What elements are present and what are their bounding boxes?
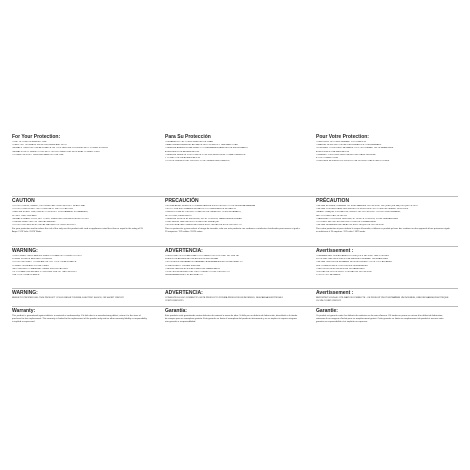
section-title-warning-2: Avertissement : <box>316 290 354 296</box>
list-item: • NO LO USE EN LUGARES MOJADOS O POSIBLEMENTE MOJADOS <box>165 208 236 211</box>
warranty-paragraph: This product is guaranteed against defects in material or workmanship. If it fails due to a manufacturing defect, return it to the store of purchase for free replacement. This warranty is limited to the replacement of the product only and no other warranty liability or responsibility is implied or expressed. <box>12 315 147 324</box>
list-item: • DESCONECTE LOS ARTEFACTOS CUANDO NO LOS USE. NO USE LA <box>165 255 239 257</box>
section-title-protection: Pour Votre Protection: <box>316 134 369 140</box>
divider-caution <box>12 196 458 197</box>
list-item: • OTROS DISEÑOS DEL PRODUCTO NO DEBEN SER USADOS <box>165 160 230 163</box>
list-item: • USE AS DIRECTED ON THE PACKAGING <box>12 221 56 224</box>
list-item: • IF YOU ARE UNCERTAIN TO PROPER USE OF THE PRODUCT <box>12 271 78 274</box>
caution-paragraph: Para su protección y para reducir el riesgo de incendio, solo use este producto con cordones o artefactos clasificados para menos o igual a 15 amperios / 125 voltios / 1875 vatios. <box>165 228 300 234</box>
list-item: N'UTILISEZ PAS LA SOURCE D'ALIMENTATION AVANT DE BRANCHER <box>316 258 388 261</box>
list-item: A LA FUENTE DE ALIMENTACIÓN <box>165 150 200 153</box>
divider-warranty <box>12 306 458 307</box>
list-item: • DO NOT ATTEMPT TO REPAIR OR TRY TOOL OR APPLIANCE <box>12 261 77 264</box>
list-item: L'OUTIL OU L'APPAREIL <box>316 274 341 277</box>
list-item: • DÉROULEZ LE CORDON AVANT L'UTILISATION <box>316 141 366 143</box>
list-item: • NO EXCEDA LAS CLASIFICACIONES ELÉCTRICAS DE ESTE PRODUCTO <box>165 224 242 227</box>
list-item: NO LO USE; DESÉCHELO <box>165 214 192 217</box>
list-item: • DÉBRANCHEZ LES APPAREILS LORSQU'ILS NE SONT PAS UTILISÉS. <box>316 255 390 257</box>
list-item: ET LE CONNECTEUR <box>316 157 339 160</box>
section-title-warning: Avertissement : <box>316 248 354 254</box>
list-item: THE TOOL OR APPLIANCE <box>12 274 40 277</box>
list-item: • UTILISEZ SELON LES INSTRUCTIONS DE L'EMBALLAGE <box>316 221 376 224</box>
protection-list <box>12 141 147 157</box>
list-item: À LA SOURCE D'ALIMENTATION <box>316 150 350 153</box>
caution-paragraph: For your protection and to reduce the risk of fire only use this product with cord or appliances rated less than or equal to the rating of 15 Amps / 125 Volts / 1875 Watts. <box>12 228 143 234</box>
list-item: LA HERRAMIENTA O EL ARTEFACTO <box>165 274 203 277</box>
list-item: • ACCORDING TO MANUFACTURER SPECIFICATIONS <box>12 267 68 270</box>
list-item: • GARDEZ HORS DE PORTÉE DES ENFANTS ET DES ANIMAUX <box>316 144 382 147</box>
list-item: • AVANT CHAQUE UTILISATION, INSPECTEZ LE PRODUIT. S'IL EST ENDOMMAGÉ, <box>316 211 401 214</box>
caution-list <box>316 205 451 227</box>
list-item: • NO EMPALME, INSERTE O SOBRECARGUE ESTE PRODUCTO DE NINGUNA MANERA <box>165 205 255 207</box>
warranty-paragraph: Este producto está garantizado contra defectos de material o mano de obra. Si falla por un defecto de fabricación, devuélvalo a la tienda de compra para un reemplazo gratuito. Esta garantía se limita al reemplazo del producto únicamente y no se implica ni expresa ninguna otra garantía o responsabilidad. <box>165 315 298 324</box>
list-item: • NE PAS TENTER DE RÉPARER NI DE MODIFIER L'OUTIL OU L'APPAREIL <box>316 261 393 264</box>
caution-list <box>12 205 147 227</box>
warning-list <box>12 255 147 277</box>
list-item: • ALWAYS FULLY INSERT PLUG INTO OUTLETS AND USE WITH REAL CONNECTORS <box>12 150 100 153</box>
warning-list <box>165 255 300 277</box>
list-item: • INSÉREZ TOUJOURS LA FICHE À FOND DANS LA PRISE <box>316 153 376 156</box>
list-item: • SI NO ESTÁ SEGURO DEL USO CORRECTO DEL PRODUCTO <box>165 271 230 274</box>
section-title-caution: PRECAUCIÓN <box>165 198 199 204</box>
list-item: • KEEP OUT OF REACH FROM CHILDREN AND PETS <box>12 144 67 147</box>
list-item: • SELON LES SPÉCIFICATIONS DU FABRICANT <box>316 267 365 270</box>
list-item: • ÉTEIGNEZ TOUJOURS L'APPAREIL OU L'OUTIL AVANT DE LE BRANCHER <box>316 147 394 150</box>
blank-header-area <box>12 96 458 132</box>
section-title-warning-2: ADVERTENCIA: <box>165 290 203 296</box>
divider-warning <box>12 246 458 247</box>
list-item: • NO INTENTE REPARAR NI CAMBIAR LA HERRAMIENTA O EL ARTEFACTO <box>165 261 243 264</box>
list-item: • NE PAS DÉPASSER LA CAPACITÉ ÉLECTRIQUE DE CE PRODUIT <box>316 224 385 227</box>
list-item: • DO NOT DRIVE, INSERT, OR OVERLOAD THIS PRODUCT IN ANY WAY <box>12 205 86 207</box>
list-item: • UNIT IS CORD-OPERATED: USE <box>12 141 47 143</box>
list-item: POWER SOURCE BEFORE PLUGGING <box>12 258 52 261</box>
list-item: • DESARROLLO EL CORDÓN ANTES DE USAR <box>165 141 213 143</box>
list-item: • DO NOT EXCEED ELECTRICAL RATINGS OF THIS PRODUCT <box>12 224 77 227</box>
list-item: • OTHER PRODUCT DESIGNS MAKE NOT BE USE <box>12 153 64 156</box>
section-title-caution: PRÉCAUTION <box>316 198 350 204</box>
list-item: • SIEMPRE APAGUE EL ARTEFACTO O HERRAMIENTA ANTES DE ENCHUFARLO <box>165 147 248 150</box>
list-item: • ALWAYS TURN OFF THE APPLIANCE OR TOOL BEFORE PLUGGING INTO POWER SOURCE <box>12 147 108 150</box>
section-title-warning-2: WARNING: <box>12 290 38 296</box>
list-item: • MANTENGA FUERA DEL ALCANCE DE LOS NIÑOS Y LAS MASCOTAS <box>165 144 238 147</box>
list-item: • SIEMPRE SUJETE EL ENCHUFE, NO EL CORDÓN, PARA DESENCHUFAR <box>165 217 242 220</box>
section-title-warning: WARNING: <box>12 248 38 254</box>
list-item: • SAISISSEZ TOUJOURS LA FICHE, ET NON LE CORDON, POUR DÉBRANCHER <box>316 217 399 220</box>
list-item: FUENTE DE ALIMENTACIÓN ANTES DE ENCHUFAR <box>165 258 219 261</box>
list-item: • EN CAS DE DOUTE SUR L'UTILISATION DU PRODUIT <box>316 271 373 274</box>
warning-2-paragraph: REFER TO PROPER USE: THIS PRODUCT COULD RESULT IN FIRE, ELECTRIC SHOCK, OR SHORT CIRCUIT. <box>12 297 125 299</box>
list-item: CONNECTIONS AND LOOSE ITEMS <box>12 264 49 267</box>
list-item: • INSPECCIONE EL PRODUCTO ANTES DE CADA USO. SI ESTÁ DAÑADO, <box>165 211 242 214</box>
list-item: • ALWAYS GRASP PLUG, NOT CORD, WHEN UNPLUGGING FROM OUTLET <box>12 217 90 220</box>
section-title-caution: CAUTION <box>12 198 35 204</box>
section-title-warranty: Garantía: <box>165 308 187 314</box>
list-item: • SEGÚN LAS ESPECIFICACIONES DEL FABRICANTE <box>165 267 221 270</box>
caution-paragraph: Pour votre protection et pour réduire le risque d'incendie, n'utilisez ce produit qu'avec des cordons ou des appareils d'une puissance égale ou inférieure à 15 ampères / 125 volts / 1875 watts. <box>316 228 450 234</box>
list-item: • NE PAS ÉPISSER, INSÉRER OU SURCHARGER CE PRODUIT DE QUELQUE FAÇON QUE CE SOIT <box>316 205 419 207</box>
list-item: • DISCONNECT APPLIANCES WHEN YOU ARE NOT USING. DO NOT <box>12 255 83 257</box>
list-item: • USE SEGÚN LAS INSTRUCCIONES DEL EMPAQUE <box>165 221 219 224</box>
section-title-protection: Para Su Protección <box>165 134 211 140</box>
instruction-sheet <box>12 96 458 362</box>
caution-list <box>165 205 300 227</box>
warning-2-paragraph: REPORTEZ-VOUS À L'UTILISATION CORRECTE : CE PRODUIT PEUT ENTRAÎNER UN INCENDIE, UNE DÉCHARGE ÉLECTRIQUE OU UN COURT-CIRCUIT. <box>316 297 449 303</box>
section-title-warranty: Garantie: <box>316 308 338 314</box>
list-item: Y CONECTOR DE ALIMENTACIÓN <box>165 157 200 160</box>
list-item: CONEXIONES Y PIEZAS SUELTAS <box>165 264 201 267</box>
list-item: DO NOT USE; DISCARD <box>12 214 37 217</box>
protection-list <box>316 141 451 163</box>
section-title-warranty: Warranty: <box>12 308 36 314</box>
protection-list <box>165 141 300 163</box>
section-title-protection: For Your Protection: <box>12 134 61 140</box>
list-item: LES CONNEXIONS ET LES PIÈCES DESSERRÉES <box>316 264 368 267</box>
list-item: • DO NOT USE IN WET OR POTENTIALLY WET LOCATIONS <box>12 208 73 211</box>
list-item: NE L'UTILISEZ PAS; JETEZ-LE <box>316 214 348 217</box>
warranty-paragraph: Ce produit est garanti contre les défauts de matériau ou de main-d'œuvre. S'il tombe en panne en raison d'un défaut de fabrication, retournez-le au magasin d'achat pour un remplacement gratuit. Cette garantie se limite au remplacement du produit et aucune autre garantie ou responsabilité n'est implicite ou expresse. <box>316 315 444 324</box>
warning-list <box>316 255 451 277</box>
list-item: • D'AUTRES MODÈLES DU PRODUIT NE DOIVENT PAS ÊTRE UTILISÉS <box>316 160 390 163</box>
divider-warning-2 <box>12 288 458 289</box>
list-item: • BEFORE EVERY USE, INSPECT PRODUCT FOR DAMAGE. IF DAMAGED, <box>12 211 89 214</box>
list-item: • NE PAS UTILISER DANS DES ENDROITS MOUILLÉS OU POTENTIELLEMENT MOUILLÉS <box>316 208 409 211</box>
list-item: • SIEMPRE INSERTE POR COMPLETO EL ENCHUFE EN EL TOMACORRIENTE <box>165 153 246 156</box>
section-title-warning: ADVERTENCIA: <box>165 248 203 254</box>
warning-2-paragraph: CONSULTE EL USO CORRECTO: ESTE PRODUCTO PODRÍA PRODUCIR UN INCENDIO, DESCARGA ELÉCTRICA O CORTOCIRCUITO. <box>165 297 284 303</box>
